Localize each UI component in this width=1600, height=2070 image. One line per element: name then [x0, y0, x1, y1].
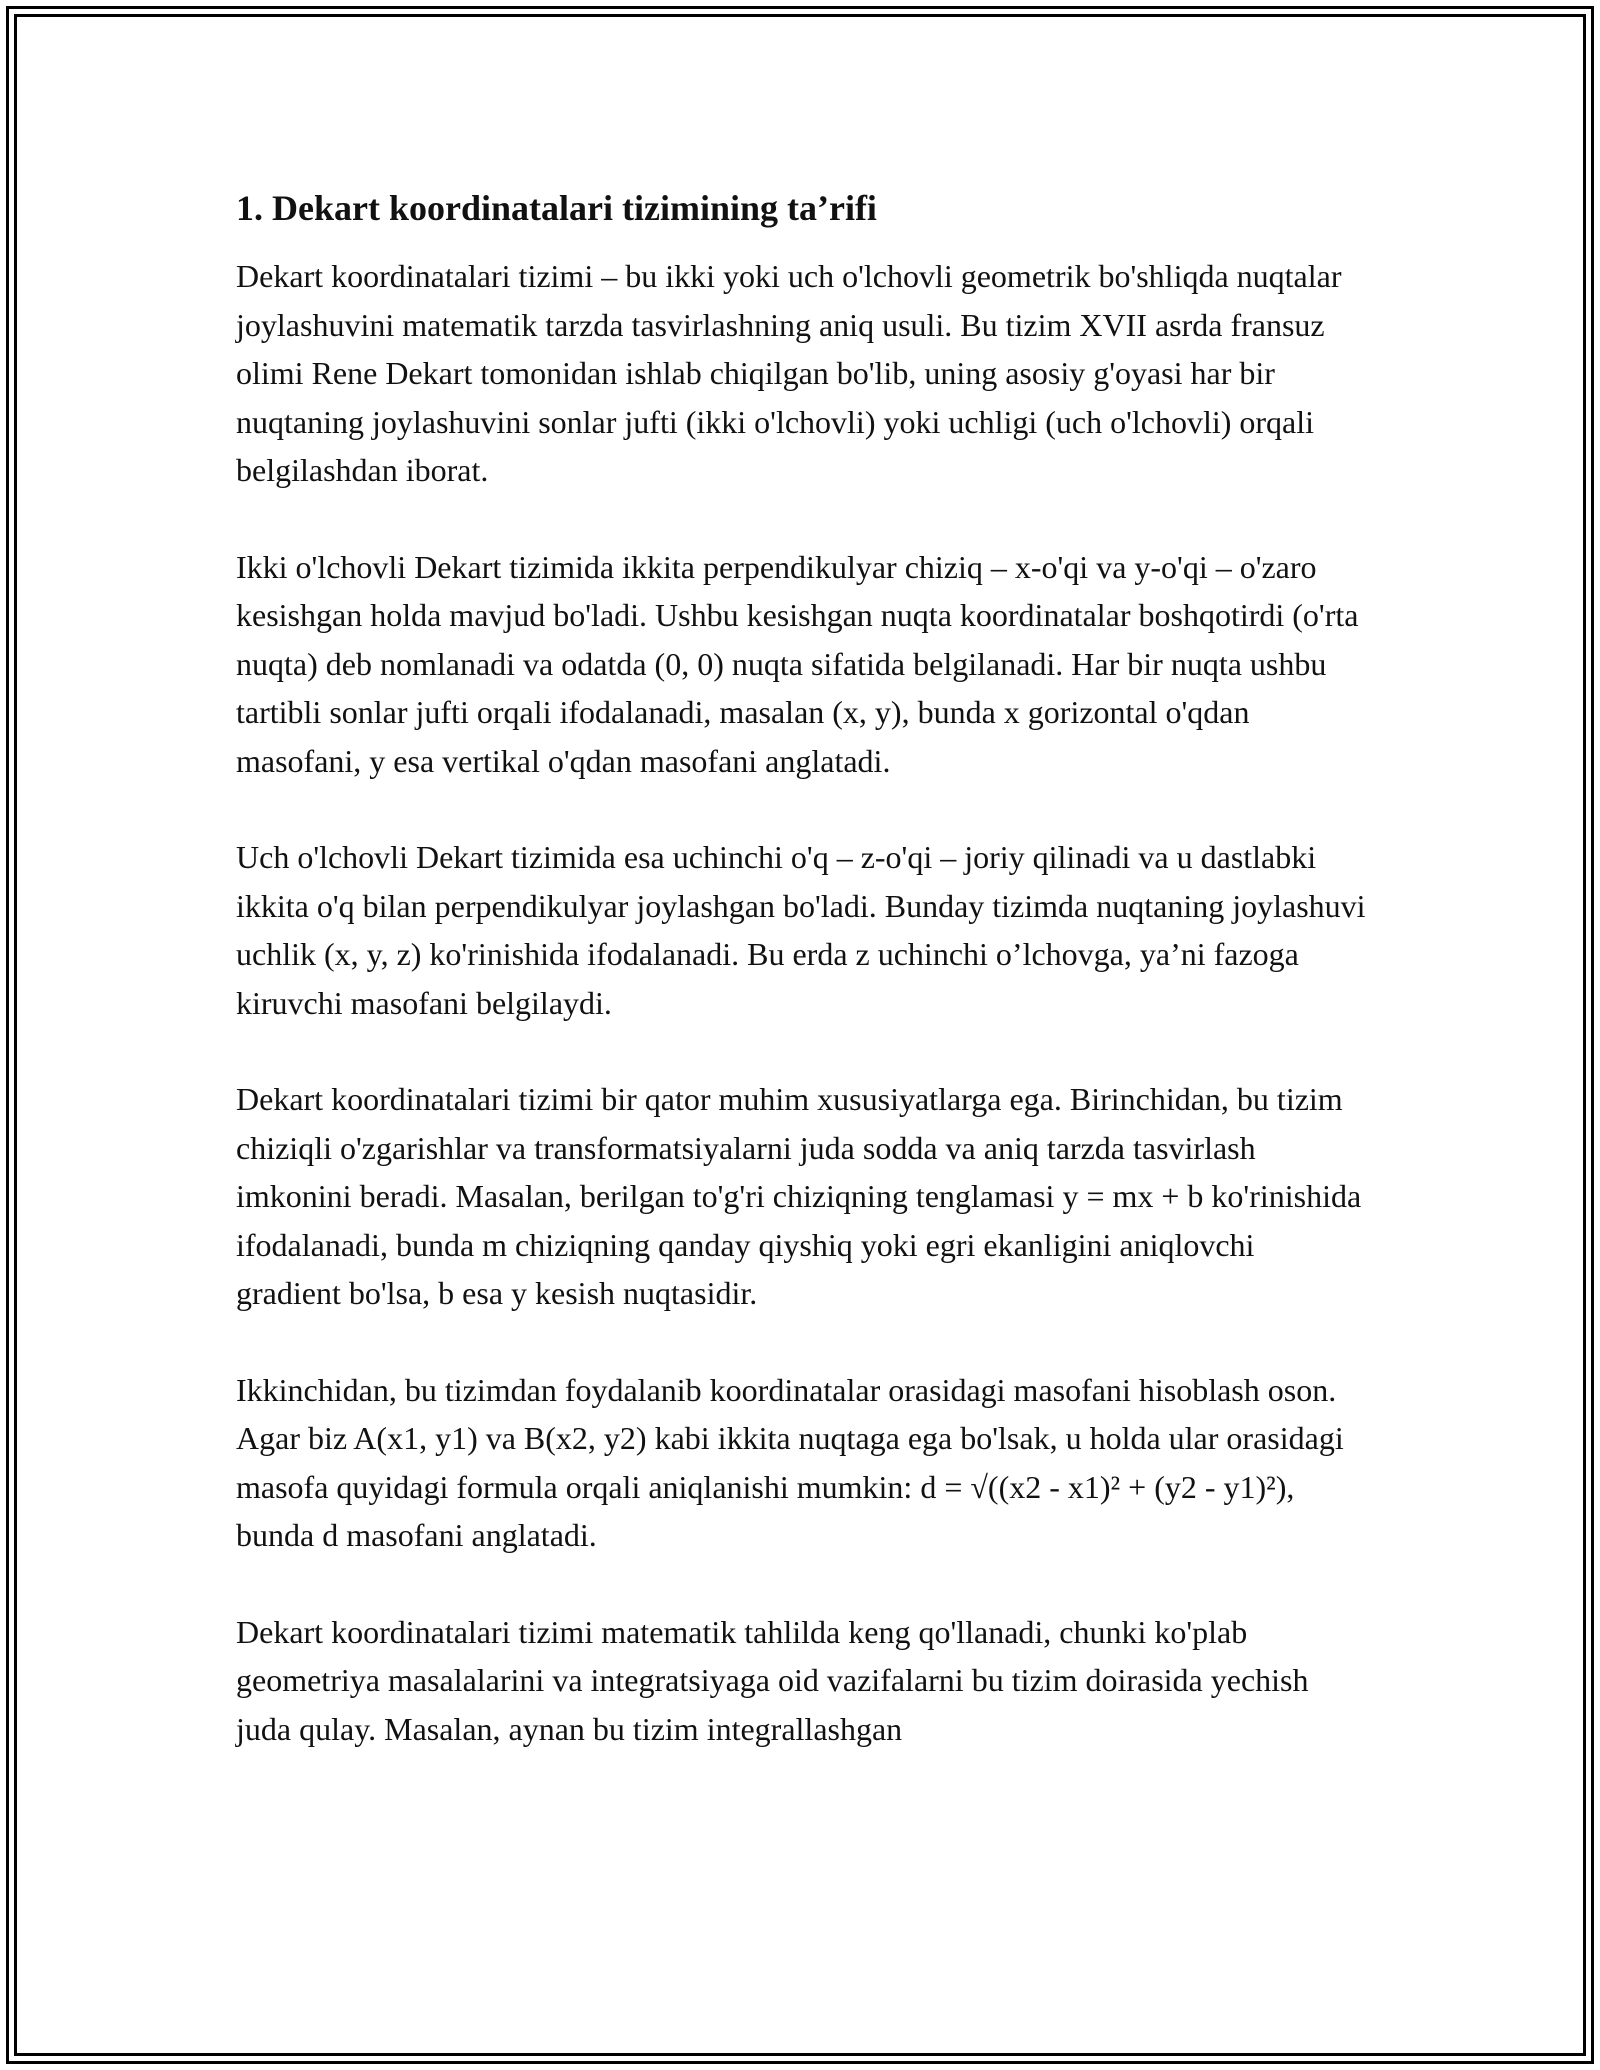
- section-heading: 1. Dekart koordinatalari tizimining ta’rifi: [236, 188, 877, 228]
- paragraph-applications: Dekart koordinatalari tizimi matematik tahlilda keng qo'llanadi, chunki ko'plab geometriya masalalarini va integratsiyaga oid vazifalarni bu tizim doirasida yechish juda qulay. Masalan, aynan bu tizim integrallashgan: [236, 1613, 1309, 1747]
- paragraph-two-dimensional: Ikki o'lchovli Dekart tizimida ikkita perpendikulyar chiziq – x-o'qi va y-o'qi – o'zaro kesishgan holda mavjud bo'ladi. Ushbu kesishgan nuqta koordinatalar boshqotirdi (o'rta nuqta) deb nomlanadi va odatda (0, 0) nuqta sifatida belgilanadi. Har bir nuqta ushbu tartibli sonlar jufti orqali ifodalanadi, masalan (x, y), bunda x gorizontal o'qdan masofani, y esa vertikal o'qdan masofani anglatadi.: [236, 548, 1359, 779]
- paragraph-properties: Dekart koordinatalari tizimi bir qator muhim xususiyatlarga ega. Birinchidan, bu tizim chiziqli o'zgarishlar va transformatsiyalarni juda sodda va aniq tarzda tasvirlash imkonini beradi. Masalan, berilgan to'g'ri chiziqning tenglamasi y = mx + b ko'rinishida ifodalanadi, bunda m chiziqning qanday qiyshiq yoki egri ekanligini aniqlovchi gradient bo'lsa, b esa y kesish nuqtasidir.: [236, 1081, 1362, 1311]
- paragraph-distance-formula: Ikkinchidan, bu tizimdan foydalanib koordinatalar orasidagi masofani hisoblash oson. Agar biz A(x1, y1) va B(x2, y2) kabi ikkita nuqtaga ega bo'lsak, u holda ular orasidagi masofa quyidagi formula orqali aniqlanishi mumkin: d = √((x2 - x1)² + (y2 - y1)²), bunda d masofani anglatadi.: [236, 1371, 1344, 1553]
- paragraph-definition: Dekart koordinatalari tizimi – bu ikki yoki uch o'lchovli geometrik bo'shliqda nuqtalar joylashuvini matematik tarzda tasvirlashning aniq usuli. Bu tizim XVII asrda fransuz olimi Rene Dekart tomonidan ishlab chiqilgan bo'lib, uning asosiy g'oyasi har bir nuqtaning joylashuvini sonlar jufti (ikki o'lchovli) yoki uchligi (uch o'lchovli) orqali belgilashdan iborat.: [236, 258, 1342, 488]
- paragraph-three-dimensional: Uch o'lchovli Dekart tizimida esa uchinchi o'q – z-o'qi – joriy qilinadi va u dastlabki ikkita o'q bilan perpendikulyar joylashgan bo'ladi. Bunday tizimda nuqtaning joylashuvi uchlik (x, y, z) ko'rinishida ifodalanadi. Bu erda z uchinchi o’lchovga, ya’ni fazoga kiruvchi masofani belgilaydi.: [236, 839, 1366, 1021]
- document-body: [236, 184, 1366, 1801]
